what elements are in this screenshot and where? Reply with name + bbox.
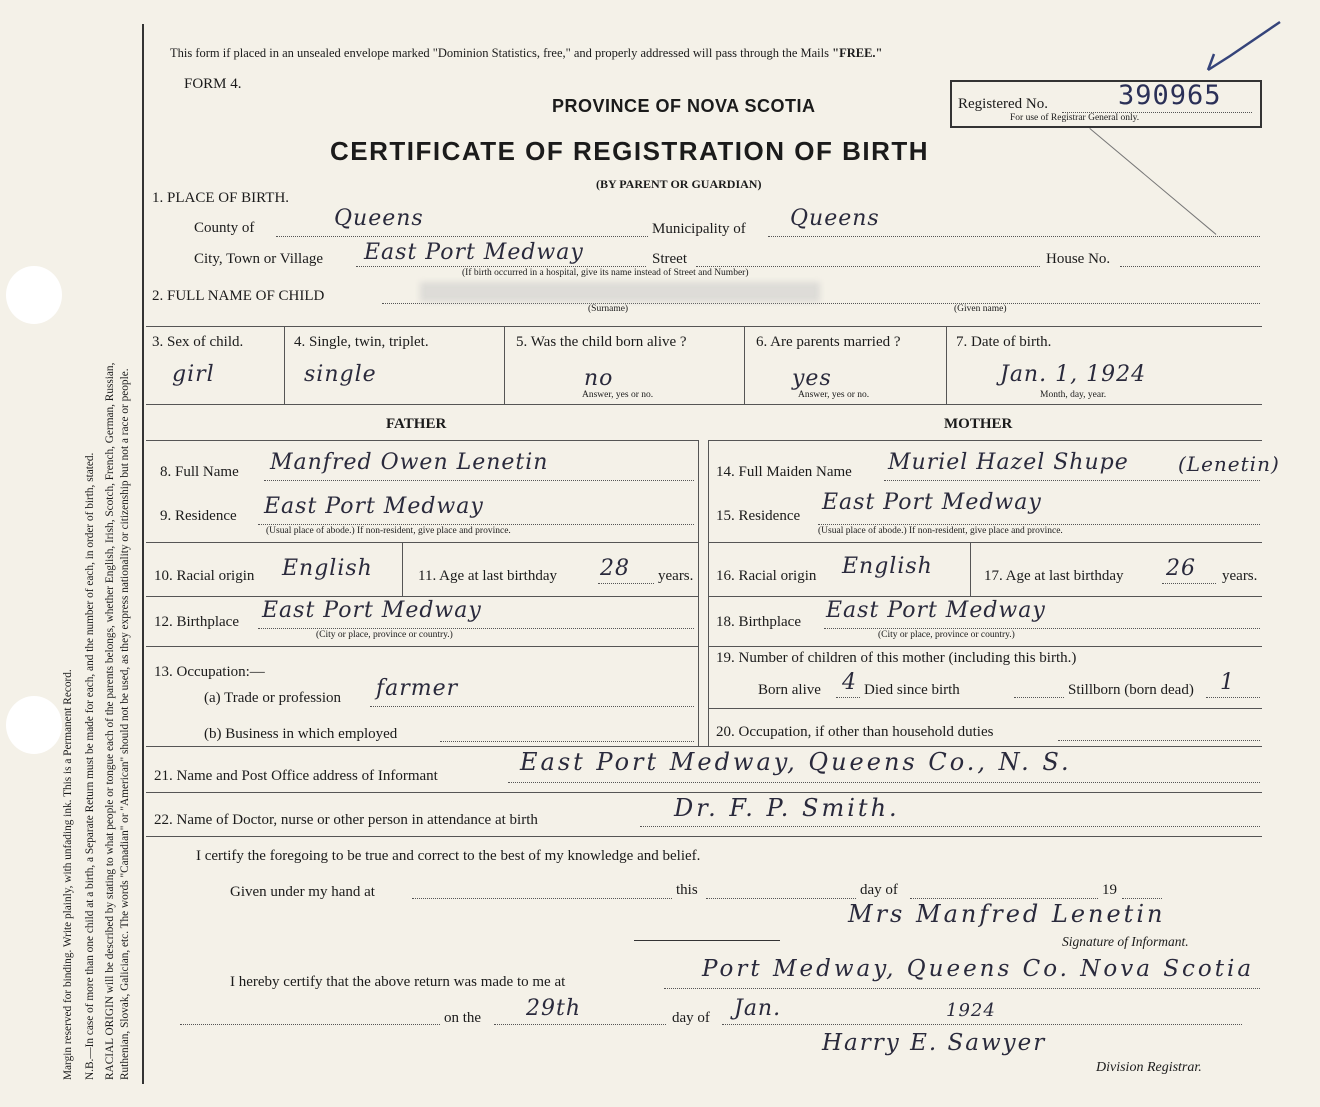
grid-line xyxy=(708,596,1262,597)
alive-value: no xyxy=(584,366,614,391)
father-race-label: 10. Racial origin xyxy=(154,568,255,584)
born-alive-value: 4 xyxy=(842,670,857,695)
mother-birthplace-line xyxy=(824,628,1260,629)
informant-sig-label: Signature of Informant. xyxy=(1062,934,1189,949)
year-prefix: 19 xyxy=(1102,882,1117,898)
surname-note: (Surname) xyxy=(588,304,629,314)
father-business-label: (b) Business in which employed xyxy=(204,726,398,742)
margin-note-2: N.B.—In case of more than one child at a birth, a Separate Return must be made for each, and the number of each, in order of birth, stated. xyxy=(84,452,96,1080)
father-trade-line xyxy=(370,706,694,707)
binding-hole-bottom xyxy=(6,696,62,754)
grid-line xyxy=(146,646,698,647)
mother-heading: MOTHER xyxy=(944,416,1013,432)
mother-race-value: English xyxy=(842,554,933,579)
died-label: Died since birth xyxy=(864,682,960,698)
born-alive-label: Born alive xyxy=(758,682,821,698)
mother-age-line xyxy=(1162,583,1216,584)
mother-name-line xyxy=(884,480,1260,481)
day-of-label-2: day of xyxy=(672,1010,710,1026)
mail-notice: This form if placed in an unsealed envelope marked "Dominion Statistics, free," and properly addressed will pass through the Mails "FREE." xyxy=(170,46,883,60)
page-subtitle: (BY PARENT OR GUARDIAN) xyxy=(596,177,762,191)
grid-line xyxy=(708,440,1262,441)
father-heading: FATHER xyxy=(386,416,447,432)
mother-children-label: 19. Number of children of this mother (including this birth.) xyxy=(716,650,1077,666)
this-label: this xyxy=(676,882,698,898)
married-label: 6. Are parents married ? xyxy=(756,334,901,350)
page-title: CERTIFICATE OF REGISTRATION OF BIRTH xyxy=(330,136,930,166)
mother-occupation-label: 20. Occupation, if other than household duties xyxy=(716,724,994,740)
house-line xyxy=(1120,266,1260,267)
year-line xyxy=(1122,898,1162,899)
mother-age-value: 26 xyxy=(1166,556,1196,581)
father-age-line xyxy=(598,583,654,584)
father-birthplace-value: East Port Medway xyxy=(262,598,482,623)
mother-birthplace-note: (City or place, province or country.) xyxy=(878,630,1015,640)
grid-line xyxy=(146,326,1262,327)
street-label: Street xyxy=(652,251,687,267)
grid-line xyxy=(698,440,699,746)
margin-rule xyxy=(142,24,144,1084)
father-trade-value: farmer xyxy=(376,676,459,701)
on-the-line-start xyxy=(180,1024,440,1025)
registrar-place: Port Medway, Queens Co. Nova Scotia xyxy=(702,956,1255,982)
month-value: Jan. xyxy=(734,996,782,1021)
mother-name-label: 14. Full Maiden Name xyxy=(716,464,852,480)
grid-line xyxy=(708,542,1262,543)
mother-occupation-line xyxy=(1058,740,1260,741)
on-the-label: on the xyxy=(444,1010,482,1026)
given-label: Given under my hand at xyxy=(230,884,375,900)
father-birthplace-note: (City or place, province or country.) xyxy=(316,630,453,640)
sex-value: girl xyxy=(172,362,215,387)
grid-line xyxy=(744,326,745,404)
informant-label: 21. Name and Post Office address of Informant xyxy=(154,768,438,784)
check-mark-icon xyxy=(1200,16,1284,76)
father-birthplace-label: 12. Birthplace xyxy=(154,614,239,630)
day-of-line xyxy=(910,898,1098,899)
married-note: Answer, yes or no. xyxy=(798,390,870,400)
house-label: House No. xyxy=(1046,251,1111,267)
father-trade-label: (a) Trade or profession xyxy=(204,690,342,706)
grid-line xyxy=(504,326,505,404)
grid-line xyxy=(146,792,1262,793)
date-label: 7. Date of birth. xyxy=(956,334,1052,350)
registrar-signature: Harry E. Sawyer xyxy=(822,1030,1047,1056)
registrar-note: For use of Registrar General only. xyxy=(1010,113,1140,123)
grid-line xyxy=(708,708,1262,709)
county-line xyxy=(276,236,648,237)
grid-line xyxy=(146,404,1262,405)
mother-residence-label: 15. Residence xyxy=(716,508,801,524)
father-residence-line xyxy=(258,524,694,525)
margin-note-4: Ruthenian, Slovak, Galician, etc. The words "Canadian" or "American" should not be used, as they express nationality or citizenship but not a race or people. xyxy=(119,368,131,1080)
stillborn-line xyxy=(1206,697,1260,698)
grid-line xyxy=(634,940,780,941)
father-residence-value: East Port Medway xyxy=(264,494,484,519)
father-age-value: 28 xyxy=(600,556,630,581)
plurality-label: 4. Single, twin, triplet. xyxy=(294,334,429,350)
father-business-line xyxy=(440,741,694,742)
grid-line xyxy=(146,746,1262,747)
sex-label: 3. Sex of child. xyxy=(152,334,244,350)
grid-line xyxy=(284,326,285,404)
on-day-line xyxy=(494,1024,666,1025)
registrar-sig-label: Division Registrar. xyxy=(1096,1060,1202,1075)
month-line xyxy=(722,1024,1242,1025)
grid-line xyxy=(970,542,971,596)
grid-line xyxy=(946,326,947,404)
grid-line xyxy=(146,440,698,441)
father-race-value: English xyxy=(282,556,373,581)
grid-line xyxy=(708,440,709,746)
informant-value: East Port Medway, Queens Co., N. S. xyxy=(520,748,1072,776)
father-age-label: 11. Age at last birthday xyxy=(418,568,557,584)
given-line xyxy=(412,898,672,899)
margin-note-3: RACIAL ORIGIN will be described by stating to what people or tongue each of the parents belongs, whether English, Irish, Scotch, French, German, Russian, xyxy=(104,362,116,1080)
certify-text: I certify the foregoing to be true and correct to the best of my knowledge and belief. xyxy=(196,848,701,864)
mother-residence-value: East Port Medway xyxy=(822,490,1042,515)
this-line xyxy=(706,898,856,899)
city-value: East Port Medway xyxy=(364,240,584,265)
registered-number: 390965 xyxy=(1118,80,1222,111)
registrar-text: I hereby certify that the above return was made to me at xyxy=(230,974,566,990)
grid-line xyxy=(146,836,1262,837)
mother-birthplace-label: 18. Birthplace xyxy=(716,614,801,630)
city-line xyxy=(356,266,646,267)
mother-name-value: Muriel Hazel Shupe xyxy=(888,450,1129,475)
doctor-value: Dr. F. P. Smith. xyxy=(674,794,900,822)
mother-age-label: 17. Age at last birthday xyxy=(984,568,1124,584)
father-residence-note: (Usual place of abode.) If non-resident, give place and province. xyxy=(266,526,511,536)
county-label: County of xyxy=(194,220,255,236)
stillborn-value: 1 xyxy=(1220,670,1235,695)
child-name-label: 2. FULL NAME OF CHILD xyxy=(152,288,325,304)
informant-signature: Mrs Manfred Lenetin xyxy=(848,900,1166,928)
married-value: yes xyxy=(792,366,832,391)
grid-line xyxy=(146,596,698,597)
date-value: Jan. 1, 1924 xyxy=(1000,362,1147,387)
born-alive-line xyxy=(836,697,860,698)
father-name-value: Manfred Owen Lenetin xyxy=(270,450,549,475)
plurality-value: single xyxy=(304,362,377,387)
mother-race-label: 16. Racial origin xyxy=(716,568,817,584)
father-birthplace-line xyxy=(258,628,694,629)
mother-residence-line xyxy=(818,524,1260,525)
province-heading: PROVINCE OF NOVA SCOTIA xyxy=(552,96,816,116)
municipality-value: Queens xyxy=(790,206,880,231)
grid-line xyxy=(402,542,403,596)
doctor-line xyxy=(640,826,1260,827)
margin-note-1: Margin reserved for binding. Write plainly, with unfading ink. This is a Permanent Record. xyxy=(62,669,74,1080)
died-line xyxy=(1014,697,1064,698)
date-note: Month, day, year. xyxy=(1040,390,1107,400)
father-age-unit: years. xyxy=(658,568,694,584)
father-name-label: 8. Full Name xyxy=(160,464,239,480)
place-of-birth-heading: 1. PLACE OF BIRTH. xyxy=(152,190,290,206)
street-line xyxy=(696,266,1040,267)
registered-label: Registered No. xyxy=(958,96,1048,112)
ink-stroke xyxy=(1089,128,1216,235)
hospital-note: (If birth occurred in a hospital, give its name instead of Street and Number) xyxy=(462,268,749,278)
doctor-label: 22. Name of Doctor, nurse or other person in attendance at birth xyxy=(154,812,538,828)
father-name-line xyxy=(264,480,694,481)
grid-line xyxy=(146,542,698,543)
father-occupation-label: 13. Occupation:— xyxy=(154,664,265,680)
year-value: 1924 xyxy=(946,1000,996,1021)
registrar-place-line xyxy=(664,988,1260,989)
binding-hole-top xyxy=(6,266,62,324)
municipality-label: Municipality of xyxy=(652,221,746,237)
municipality-line xyxy=(768,236,1260,237)
mother-residence-note: (Usual place of abode.) If non-resident, give place and province. xyxy=(818,526,1063,536)
alive-note: Answer, yes or no. xyxy=(582,390,654,400)
alive-label: 5. Was the child born alive ? xyxy=(516,334,687,350)
mother-age-unit: years. xyxy=(1222,568,1258,584)
on-day-value: 29th xyxy=(526,996,582,1021)
day-of-label: day of xyxy=(860,882,898,898)
given-note: (Given name) xyxy=(954,304,1007,314)
informant-line xyxy=(508,782,1260,783)
form-number: FORM 4. xyxy=(184,76,242,92)
child-name-redacted xyxy=(420,282,820,302)
stillborn-label: Stillborn (born dead) xyxy=(1068,682,1194,698)
father-residence-label: 9. Residence xyxy=(160,508,237,524)
grid-line xyxy=(708,646,1262,647)
city-label: City, Town or Village xyxy=(194,251,324,267)
mother-name-extra: (Lenetin) xyxy=(1178,452,1280,476)
child-name-line xyxy=(382,303,1260,304)
mother-birthplace-value: East Port Medway xyxy=(826,598,1046,623)
county-value: Queens xyxy=(334,206,424,231)
